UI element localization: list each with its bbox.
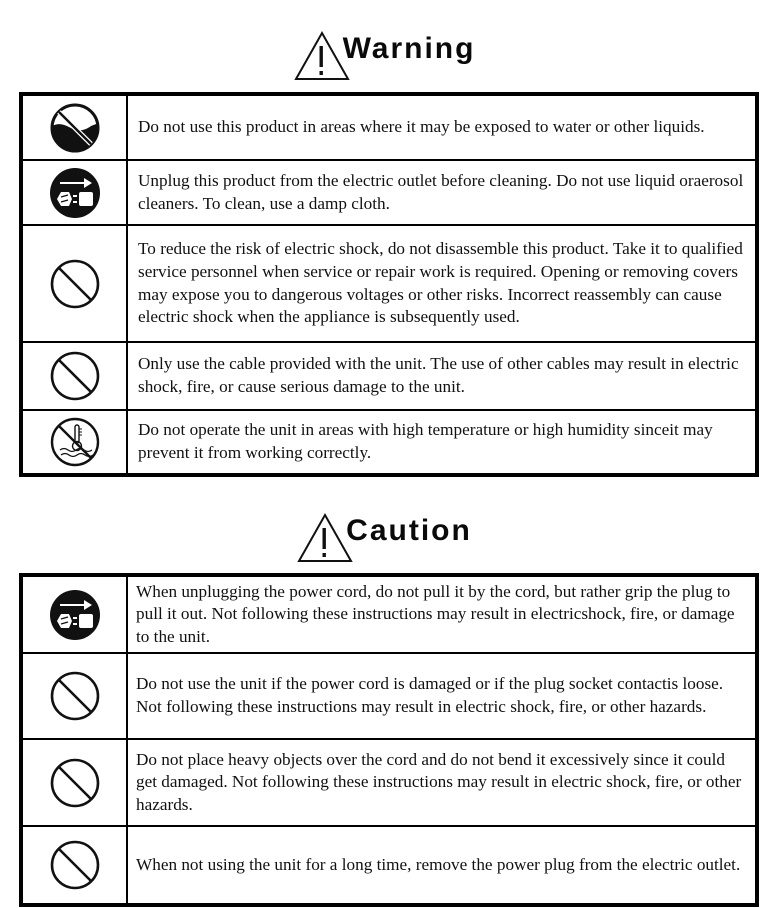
prohibited-icon (49, 757, 101, 809)
warning-text: Only use the cable provided with the unit. The use of other cables may result in electric shock, fire, or cause serious damage to the unit. (127, 342, 757, 410)
warning-text: To reduce the risk of electric shock, do not disassemble this product. Take it to qualified service personnel when service or repair work is required. Opening or removing covers may expose you to dangerous voltages or other risks. Incorrect reassembly can cause electric shock when the appliance is subsequently used. (127, 225, 757, 342)
warning-table (19, 92, 759, 477)
caution-text: When unplugging the power cord, do not pull it by the cord, but rather grip the plug to pull it out. Not following these instructions may result in electricshock, fire, or damage to the unit. (127, 575, 757, 653)
caution-text: Do not place heavy objects over the cord and do not bend it excessively since it could get damaged. Not following these instructions may result in electric shock, fire, or other hazards. (127, 739, 757, 826)
caution-text: Do not use the unit if the power cord is damaged or if the plug socket contactis loose. Not following these instructions may result in electric shock, fire, or other hazards. (127, 653, 757, 739)
warning-text: Do not operate the unit in areas with high temperature or high humidity sinceit may prevent it from working correctly. (127, 410, 757, 475)
warning-title: Warning (342, 32, 476, 65)
warning-heading (0, 26, 768, 82)
warning-row (21, 410, 757, 475)
prohibited-icon (49, 350, 101, 402)
unplug-icon (49, 589, 101, 641)
caution-table (19, 573, 759, 907)
caution-title: Caution (346, 514, 472, 547)
warning-row (21, 160, 757, 225)
prohibited-icon (49, 670, 101, 722)
caution-text: When not using the unit for a long time, remove the power plug from the electric outlet. (127, 826, 757, 905)
warning-text: Unplug this product from the electric outlet before cleaning. Do not use liquid oraerosol cleaners. To clean, use a damp cloth. (127, 160, 757, 225)
caution-row (21, 575, 757, 653)
unplug-icon (49, 167, 101, 219)
warning-text: Do not use this product in areas where it may be exposed to water or other liquids. (127, 94, 757, 160)
warning-row (21, 94, 757, 160)
warning-row (21, 342, 757, 410)
caution-row (21, 739, 757, 826)
caution-heading (0, 508, 768, 564)
no-water-icon (49, 102, 101, 154)
no-heat-humidity-icon (49, 416, 101, 468)
prohibited-icon (49, 258, 101, 310)
caution-row (21, 826, 757, 905)
warning-row (21, 225, 757, 342)
prohibited-icon (49, 839, 101, 891)
caution-row (21, 653, 757, 739)
